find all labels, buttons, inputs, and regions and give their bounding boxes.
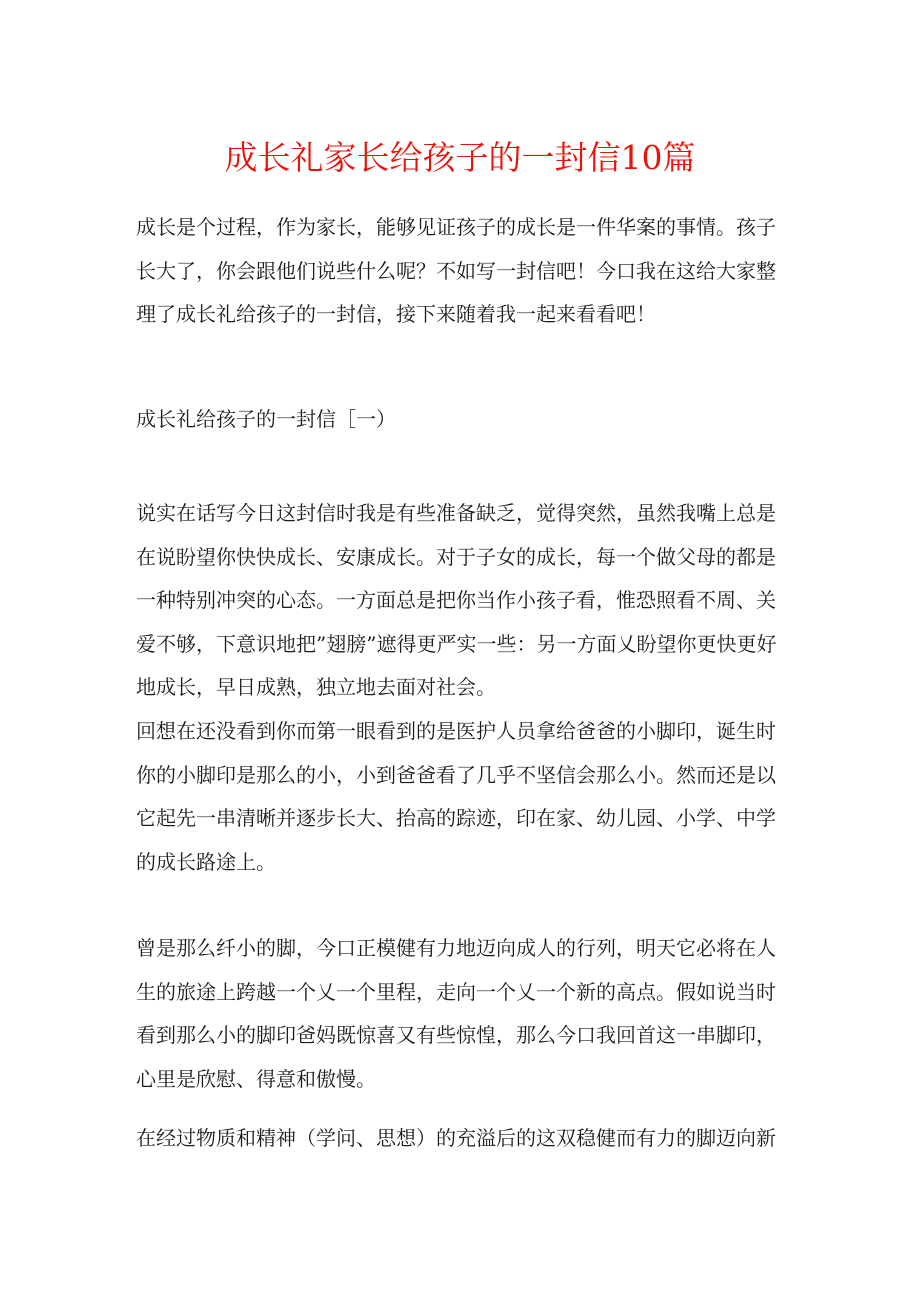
body-paragraph: 曾是那么纤小的脚，今口正模健有力地迈向成人的行列，明天它必将在人生的旅途上跨越一个乂一个里程，走向一个乂一个新的高点。假如说当时看到那么小的脚印爸妈既惊喜又有些惊惶，那么今口我回首这一串脚印，心里是欣慰、得意和傲慢。 bbox=[136, 936, 776, 1091]
section-heading: 成长礼给孩子的一封信［一） bbox=[136, 407, 396, 431]
intro-paragraph: 成长是个过程，作为家长，能够见证孩子的成长是一件华案的事情。孩子长大了，你会跟他们说些什么呢？不如写一封信吧！今口我在这给大家整理了成长礼给孩子的一封信，接下来随着我一起来看看吧！ bbox=[136, 215, 776, 326]
body-paragraph: 回想在还没看到你而第一眼看到的是医护人员拿给爸爸的小脚印，诞生时你的小脚印是那么的小，小到爸爸看了几乎不坚信会那么小。然而还是以它起先一串清晰并逐步长大、抬高的踪迹，印在家、幼儿园、小学、中学的成长路途上。 bbox=[136, 719, 776, 874]
page-title: 成长礼家长给孩子的一封信10篇 bbox=[224, 138, 696, 177]
body-paragraph: 说实在话写今日这封信时我是有些准备缺乏，觉得突然，虽然我嘴上总是在说盼望你快快成长、安康成长。对于子女的成长，每一个做父母的都是一种特别冲突的心态。一方面总是把你当作小孩子看，惟恐照看不周、关爱不够，下意识地把”翅膀”遮得更严实一些：另一方面乂盼望你更快更好地成长，早日成熟，独立地去面对社会。 bbox=[136, 501, 777, 699]
body-paragraph: 在经过物质和精神（学问、思想）的充溢后的这双稳健而有力的脚迈向新 bbox=[136, 1126, 776, 1150]
